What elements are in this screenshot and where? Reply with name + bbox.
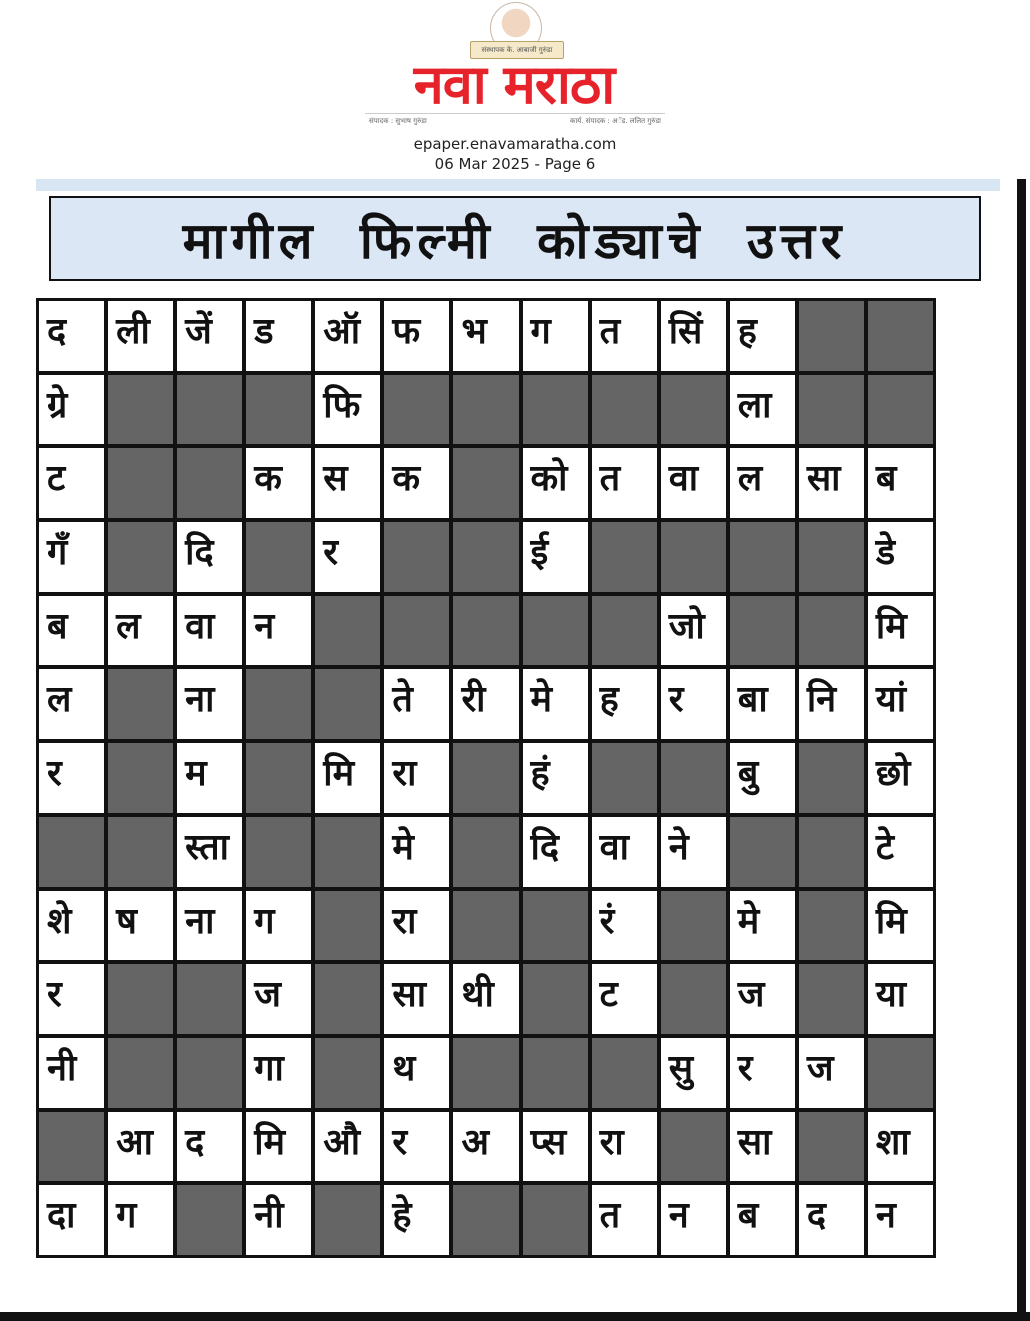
answer-cell: नि: [799, 669, 864, 739]
answer-cell: रा: [592, 1112, 657, 1182]
blocked-cell: [39, 1112, 104, 1182]
answer-cell: सा: [799, 448, 864, 518]
answer-cell: मि: [868, 891, 933, 961]
answer-cell: ते: [384, 669, 449, 739]
answer-cell: ष: [108, 891, 173, 961]
blocked-cell: [730, 817, 795, 887]
blocked-cell: [246, 522, 311, 592]
answer-cell: मे: [730, 891, 795, 961]
blocked-cell: [453, 596, 518, 666]
top-band: [36, 179, 1000, 191]
answer-cell: मि: [315, 743, 380, 813]
answer-cell: वा: [661, 448, 726, 518]
answer-cell: ब: [730, 1185, 795, 1255]
puzzle-title: मागील फिल्मी कोड्याचे उत्तर: [182, 211, 848, 270]
answer-cell: ह: [730, 301, 795, 371]
answer-cell: दि: [177, 522, 242, 592]
answer-cell: छो: [868, 743, 933, 813]
answer-cell: या: [868, 964, 933, 1034]
blocked-cell: [384, 522, 449, 592]
answer-cell: र: [39, 743, 104, 813]
answer-cell: त: [592, 448, 657, 518]
answer-cell: ल: [730, 448, 795, 518]
blocked-cell: [108, 743, 173, 813]
blocked-cell: [799, 301, 864, 371]
answer-cell: म: [177, 743, 242, 813]
answer-cell: न: [246, 596, 311, 666]
blocked-cell: [453, 743, 518, 813]
blocked-cell: [799, 596, 864, 666]
answer-cell: आ: [108, 1112, 173, 1182]
answer-cell: बु: [730, 743, 795, 813]
answer-cell: र: [730, 1038, 795, 1108]
answer-cell: गा: [246, 1038, 311, 1108]
answer-cell: सु: [661, 1038, 726, 1108]
blocked-cell: [661, 375, 726, 445]
answer-cell: ब: [39, 596, 104, 666]
answer-cell: री: [453, 669, 518, 739]
blocked-cell: [868, 375, 933, 445]
blocked-cell: [108, 375, 173, 445]
blocked-cell: [108, 1038, 173, 1108]
blocked-cell: [453, 1185, 518, 1255]
blocked-cell: [384, 375, 449, 445]
answer-cell: ग्रे: [39, 375, 104, 445]
answer-cell: सा: [730, 1112, 795, 1182]
answer-cell: फ: [384, 301, 449, 371]
blocked-cell: [39, 817, 104, 887]
answer-cell: औ: [315, 1112, 380, 1182]
answer-cell: हे: [384, 1185, 449, 1255]
answer-cell: मे: [523, 669, 588, 739]
answer-cell: ट: [592, 964, 657, 1034]
answer-cell: नी: [246, 1185, 311, 1255]
blocked-cell: [799, 522, 864, 592]
blocked-cell: [453, 1038, 518, 1108]
answer-cell: स्ता: [177, 817, 242, 887]
bottom-border: [0, 1312, 1030, 1321]
answer-cell: शे: [39, 891, 104, 961]
blocked-cell: [799, 743, 864, 813]
answer-cell: ल: [108, 596, 173, 666]
blocked-cell: [523, 964, 588, 1034]
answer-cell: रा: [384, 743, 449, 813]
blocked-cell: [592, 743, 657, 813]
answer-cell: दि: [523, 817, 588, 887]
answer-cell: ना: [177, 669, 242, 739]
blocked-cell: [730, 522, 795, 592]
editor-credit: संपादक : सुभाष गुरुंडा: [369, 116, 427, 125]
answer-cell: र: [384, 1112, 449, 1182]
answer-cell: नी: [39, 1038, 104, 1108]
answer-cell: जें: [177, 301, 242, 371]
blocked-cell: [868, 301, 933, 371]
answer-cell: क: [246, 448, 311, 518]
blocked-cell: [315, 891, 380, 961]
blocked-cell: [592, 596, 657, 666]
blocked-cell: [384, 596, 449, 666]
answer-cell: टे: [868, 817, 933, 887]
blocked-cell: [108, 669, 173, 739]
answer-cell: न: [661, 1185, 726, 1255]
blocked-cell: [799, 964, 864, 1034]
blocked-cell: [453, 817, 518, 887]
answer-cell: को: [523, 448, 588, 518]
blocked-cell: [661, 1112, 726, 1182]
answer-cell: र: [315, 522, 380, 592]
blocked-cell: [592, 1038, 657, 1108]
newspaper-logo: नवा मराठा: [413, 53, 615, 116]
blocked-cell: [246, 743, 311, 813]
blocked-cell: [661, 743, 726, 813]
blocked-cell: [177, 375, 242, 445]
answer-cell: ह: [592, 669, 657, 739]
blocked-cell: [315, 964, 380, 1034]
answer-cell: ब: [868, 448, 933, 518]
answer-cell: ला: [730, 375, 795, 445]
answer-cell: र: [39, 964, 104, 1034]
blocked-cell: [592, 522, 657, 592]
answer-cell: ज: [730, 964, 795, 1034]
blocked-cell: [108, 964, 173, 1034]
answer-cell: ग: [108, 1185, 173, 1255]
answer-cell: सा: [384, 964, 449, 1034]
answer-cell: फि: [315, 375, 380, 445]
blocked-cell: [108, 522, 173, 592]
answer-cell: ग: [246, 891, 311, 961]
blocked-cell: [246, 375, 311, 445]
answer-cell: जो: [661, 596, 726, 666]
puzzle-title-box: [49, 196, 981, 281]
blocked-cell: [661, 891, 726, 961]
blocked-cell: [315, 1038, 380, 1108]
answer-cell: मि: [868, 596, 933, 666]
answer-cell: ई: [523, 522, 588, 592]
blocked-cell: [108, 448, 173, 518]
answer-cell: मि: [246, 1112, 311, 1182]
blocked-cell: [523, 1185, 588, 1255]
answer-cell: ली: [108, 301, 173, 371]
answer-cell: क: [384, 448, 449, 518]
answer-cell: स: [315, 448, 380, 518]
answer-cell: ट: [39, 448, 104, 518]
blocked-cell: [315, 596, 380, 666]
answer-cell: त: [592, 1185, 657, 1255]
blocked-cell: [730, 596, 795, 666]
blocked-cell: [799, 1112, 864, 1182]
answer-cell: वा: [592, 817, 657, 887]
answer-cell: डे: [868, 522, 933, 592]
blocked-cell: [799, 817, 864, 887]
blocked-cell: [453, 891, 518, 961]
answer-cell: ऑ: [315, 301, 380, 371]
answer-cell: मे: [384, 817, 449, 887]
answer-cell: प्स: [523, 1112, 588, 1182]
blocked-cell: [315, 669, 380, 739]
answer-cell: गँ: [39, 522, 104, 592]
answer-cell: भ: [453, 301, 518, 371]
answer-cell: थ: [384, 1038, 449, 1108]
blocked-cell: [523, 1038, 588, 1108]
source-date-page: 06 Mar 2025 - Page 6: [434, 155, 596, 173]
answer-cell: ज: [799, 1038, 864, 1108]
right-border: [1017, 179, 1026, 1321]
answer-cell: ग: [523, 301, 588, 371]
blocked-cell: [177, 964, 242, 1034]
blocked-cell: [868, 1038, 933, 1108]
blocked-cell: [453, 448, 518, 518]
answer-cell: र: [661, 669, 726, 739]
answer-cell: द: [39, 301, 104, 371]
blocked-cell: [661, 964, 726, 1034]
answer-cell: ना: [177, 891, 242, 961]
answer-cell: ड: [246, 301, 311, 371]
answer-cell: बा: [730, 669, 795, 739]
blocked-cell: [315, 1185, 380, 1255]
blocked-cell: [177, 448, 242, 518]
answer-cell: न: [868, 1185, 933, 1255]
blocked-cell: [246, 817, 311, 887]
answer-cell: द: [799, 1185, 864, 1255]
blocked-cell: [799, 375, 864, 445]
blocked-cell: [661, 522, 726, 592]
blocked-cell: [315, 817, 380, 887]
answer-cell: ल: [39, 669, 104, 739]
answer-cell: वा: [177, 596, 242, 666]
answer-cell: शा: [868, 1112, 933, 1182]
answer-cell: ने: [661, 817, 726, 887]
executive-editor-credit: कार्य. संपादक : अॅड. ललित गुरुंडा: [569, 116, 661, 125]
blocked-cell: [108, 817, 173, 887]
answer-cell: रा: [384, 891, 449, 961]
source-site[interactable]: epaper.enavamaratha.com: [413, 135, 617, 153]
blocked-cell: [177, 1185, 242, 1255]
blocked-cell: [523, 596, 588, 666]
answer-cell: सिं: [661, 301, 726, 371]
answer-cell: यां: [868, 669, 933, 739]
answer-cell: द: [177, 1112, 242, 1182]
blocked-cell: [592, 375, 657, 445]
answer-cell: अ: [453, 1112, 518, 1182]
crossword-grid: [36, 298, 936, 1258]
source-info: [0, 134, 1030, 174]
blocked-cell: [453, 375, 518, 445]
blocked-cell: [523, 891, 588, 961]
blocked-cell: [523, 375, 588, 445]
answer-cell: हं: [523, 743, 588, 813]
answer-cell: ज: [246, 964, 311, 1034]
blocked-cell: [453, 522, 518, 592]
blocked-cell: [246, 669, 311, 739]
answer-cell: रं: [592, 891, 657, 961]
answer-cell: त: [592, 301, 657, 371]
founder-ribbon: संस्थापक के. आबाजी गुरुंडा: [470, 41, 564, 59]
blocked-cell: [799, 891, 864, 961]
answer-cell: थी: [453, 964, 518, 1034]
editor-credits: [365, 113, 665, 128]
blocked-cell: [177, 1038, 242, 1108]
answer-cell: दा: [39, 1185, 104, 1255]
